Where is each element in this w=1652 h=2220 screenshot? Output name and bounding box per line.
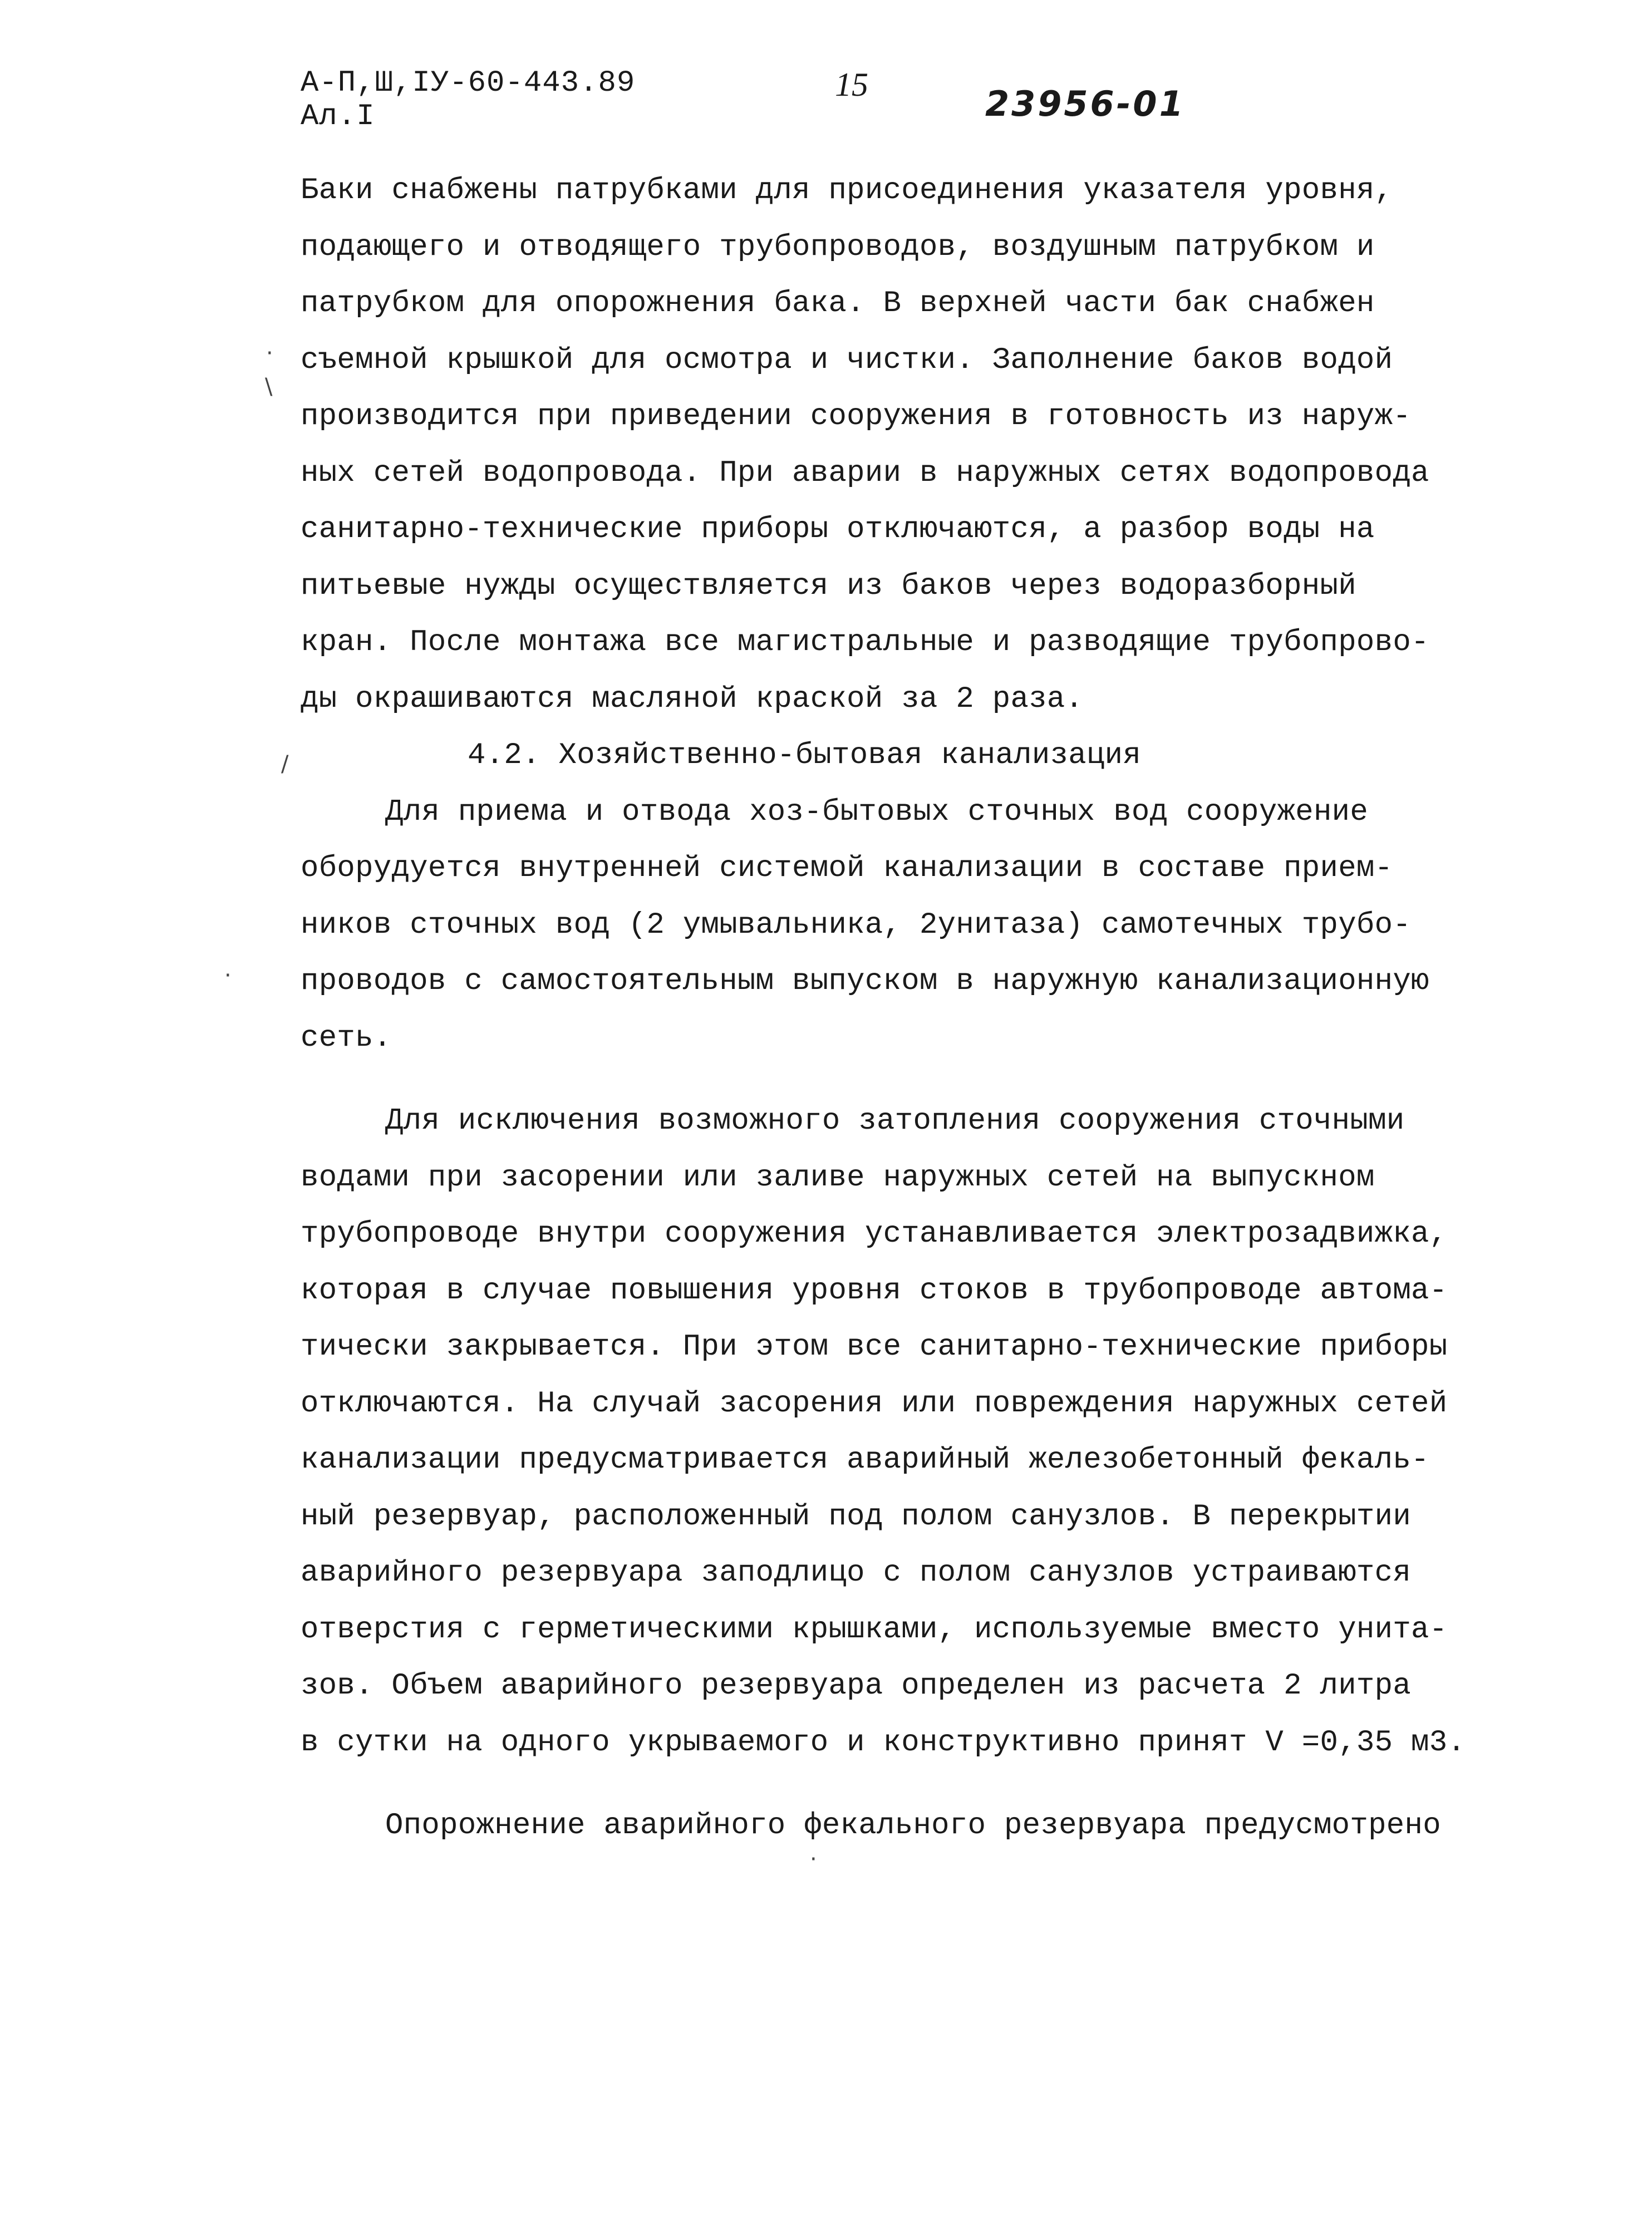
text-line: ный резервуар, расположенный под полом санузлов. В перекрытии <box>301 1499 1412 1534</box>
text-line: тически закрывается. При этом все санитарно-технические приборы <box>301 1330 1448 1364</box>
scan-speck: · <box>266 341 273 366</box>
paragraph-2 <box>301 784 1429 1067</box>
text-line: Для исключения возможного затопления сооружения сточными <box>385 1104 1405 1138</box>
text-line: которая в случае повышения уровня стоков в трубопроводе автома- <box>301 1273 1448 1308</box>
text-line: оборудуется внутренней системой канализации в составе прием- <box>301 851 1393 885</box>
document-code <box>301 67 635 134</box>
text-line: производится при приведении сооружения в готовность из наруж- <box>301 400 1412 434</box>
text-line: Баки снабжены патрубками для присоединения указателя уровня, <box>301 174 1393 208</box>
text-line: зов. Объем аварийного резервуара определен из расчета 2 литра <box>301 1669 1412 1703</box>
body-text <box>301 163 1466 1854</box>
text-line: патрубком для опорожнения бака. В верхней части бак снабжен <box>301 287 1375 321</box>
document-number: 23956-01 <box>985 83 1186 124</box>
text-line: сеть. <box>301 1021 392 1055</box>
scan-speck: · <box>810 1847 817 1872</box>
section-heading: 4.2. Хозяйственно-бытовая канализация <box>468 739 1142 772</box>
text-line: трубопроводе внутри сооружения устанавливается электрозадвижка, <box>301 1217 1448 1251</box>
document-code-line2: Ал.I <box>301 100 375 134</box>
text-line: ных сетей водопровода. При аварии в наружных сетях водопровода <box>301 456 1429 490</box>
paragraph-gap <box>301 1066 1425 1093</box>
text-line: проводов с самостоятельным выпуском в наружную канализационную <box>301 964 1429 998</box>
text-line: водами при засорении или заливе наружных сетей на выпускном <box>301 1160 1375 1195</box>
text-line: подающего и отводящего трубопроводов, воздушным патрубком и <box>301 230 1375 264</box>
text-line: Для приема и отвода хоз-бытовых сточных вод сооружение <box>385 795 1369 829</box>
text-line: кран. После монтажа все магистральные и разводящие трубопрово- <box>301 626 1429 659</box>
paragraph-1 <box>301 163 1429 727</box>
text-line: ников сточных вод (2 умывальника, 2унитаза) самотечных трубо- <box>301 908 1412 942</box>
text-line: в сутки на одного укрываемого и конструктивно принят V =0,35 м3. <box>301 1725 1466 1760</box>
scan-speck: \ <box>265 374 273 400</box>
text-line: Опорожнение аварийного фекального резервуара предусмотрено <box>385 1809 1441 1843</box>
text-line: канализации предусматривается аварийный железобетонный фекаль- <box>301 1443 1429 1477</box>
paragraph-gap <box>301 1771 1425 1798</box>
document-code-line1: А-П,Ш,IУ-60-443.89 <box>301 66 636 100</box>
text-line: питьевые нужды осуществляется из баков через водоразборный <box>301 569 1356 603</box>
text-line: санитарно-технические приборы отключаются, а разбор воды на <box>301 513 1375 547</box>
text-line: съемной крышкой для осмотра и чистки. Заполнение баков водой <box>301 343 1393 377</box>
text-line: отверстия с герметическими крышками, используемые вместо унита- <box>301 1612 1448 1647</box>
scan-speck: · <box>224 963 232 988</box>
paragraph-3 <box>301 1093 1466 1771</box>
text-line: отключаются. На случай засорения или повреждения наружных сетей <box>301 1386 1448 1421</box>
page-number: 15 <box>835 66 868 103</box>
scan-speck: / <box>281 751 289 777</box>
text-line: ды окрашиваются масляной краской за 2 раза. <box>301 682 1084 716</box>
text-line: аварийного резервуара заподлицо с полом санузлов устраиваются <box>301 1556 1412 1590</box>
paragraph-4 <box>301 1798 1441 1854</box>
